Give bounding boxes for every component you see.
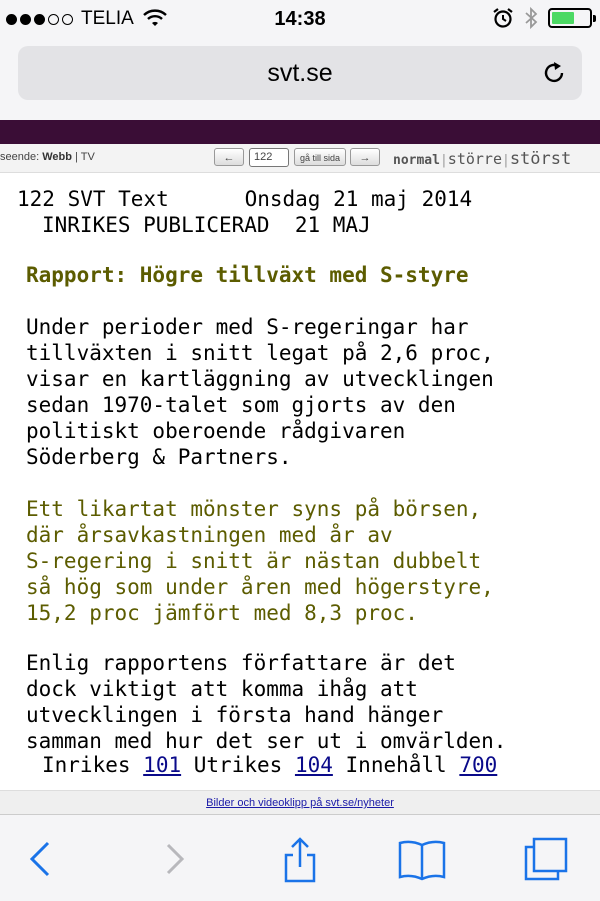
text-size-largest[interactable]: störst: [509, 149, 572, 169]
text-size-switch: [393, 149, 571, 169]
view-mode-switch: [0, 151, 95, 163]
tabs-icon[interactable]: [522, 835, 570, 883]
nav-inrikes-label: Inrikes: [42, 753, 131, 777]
footer-link-bar: [0, 790, 600, 815]
browser-bottom-bar: [0, 814, 600, 901]
site-header-strip: [0, 120, 600, 144]
nav-innehall-link[interactable]: 700: [459, 753, 498, 777]
nav-utrikes-link[interactable]: 104: [294, 753, 333, 777]
paragraph-line: politiskt oberoende rådgivaren: [26, 419, 406, 443]
share-icon[interactable]: [276, 835, 324, 883]
prev-page-button[interactable]: ←: [214, 148, 244, 166]
view-mode-separator: |: [75, 151, 78, 163]
forward-icon[interactable]: [150, 835, 198, 883]
carrier-name: TELIA: [81, 8, 134, 29]
battery-icon: [548, 8, 592, 28]
bookmarks-icon[interactable]: [398, 835, 446, 883]
highlight-line: S-regering i snitt är nästan dubbelt: [26, 549, 482, 573]
paragraph-line: sedan 1970-talet som gjorts av den: [26, 393, 456, 417]
battery-level: [552, 12, 574, 24]
status-icons: [492, 6, 592, 30]
paragraph-line: Söderberg & Partners.: [26, 445, 292, 469]
paragraph-line: samman med hur det ser ut i omvärlden.: [26, 729, 507, 753]
svt-text-toolbar: [0, 144, 600, 173]
highlight-line: 15,2 proc jämfört med 8,3 proc.: [26, 601, 418, 625]
goto-page-button[interactable]: gå till sida: [294, 148, 346, 166]
view-mode-prefix: seende:: [0, 151, 40, 163]
paragraph-line: utvecklingen i första hand hänger: [26, 703, 444, 727]
paragraph-line: Under perioder med S-regeringar har: [26, 315, 469, 339]
text-size-separator: |: [439, 153, 448, 168]
nav-inrikes-link[interactable]: 101: [143, 753, 182, 777]
highlight-line: där årsavkastningen med år av: [26, 523, 393, 547]
page-navigation: [42, 752, 497, 778]
paragraph-line: Enlig rapportens författare är det: [26, 651, 456, 675]
nav-innehall-label: Innehåll: [345, 753, 447, 777]
page-number-input[interactable]: 122: [249, 148, 289, 167]
section-header: INRIKES PUBLICERAD 21 MAJ: [42, 213, 371, 237]
teletext-page: [0, 172, 600, 822]
paragraph-line: dock viktigt att komma ihåg att: [26, 677, 418, 701]
back-icon[interactable]: [18, 835, 66, 883]
media-link[interactable]: Bilder och videoklipp på svt.se/nyheter: [206, 797, 394, 809]
browser-address-area: [0, 40, 600, 120]
alarm-icon: [492, 7, 514, 29]
view-mode-web[interactable]: Webb: [42, 151, 72, 163]
nav-utrikes-label: Utrikes: [193, 753, 283, 777]
highlight-line: Ett likartat mönster syns på börsen,: [26, 497, 482, 521]
text-size-separator: |: [501, 153, 510, 168]
view-mode-tv[interactable]: TV: [80, 151, 95, 163]
status-bar: [0, 0, 600, 40]
next-page-button[interactable]: →: [350, 148, 380, 166]
text-size-normal[interactable]: normal: [393, 153, 440, 168]
paragraph-line: tillväxten i snitt legat på 2,6 proc,: [26, 341, 494, 365]
address-bar[interactable]: [18, 46, 582, 100]
paragraph-line: visar en kartläggning av utvecklingen: [26, 367, 494, 391]
address-text[interactable]: svt.se: [267, 59, 333, 87]
clock: 14:38: [274, 8, 326, 30]
bluetooth-icon: [524, 6, 538, 30]
article-title: Rapport: Högre tillväxt med S-styre: [26, 263, 469, 287]
text-size-larger[interactable]: större: [447, 150, 502, 168]
reload-icon[interactable]: [540, 59, 568, 87]
highlight-line: så hög som under åren med högerstyre,: [26, 575, 494, 599]
page-header: 122 SVT Text Onsdag 21 maj 2014: [17, 187, 473, 211]
